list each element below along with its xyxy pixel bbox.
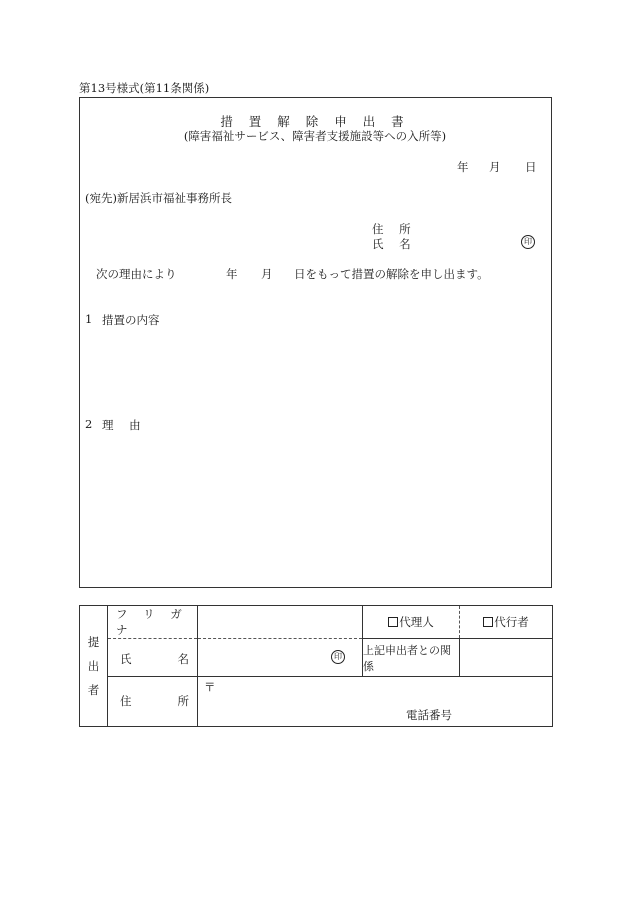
submitter-seal-icon: 印 (331, 650, 345, 664)
form-number: 第13号様式(第11条関係) (79, 81, 210, 95)
section-1-number: 1 (85, 312, 93, 326)
address-field[interactable] (198, 677, 553, 727)
name-label-a: 氏 (120, 652, 132, 666)
side-label-char-3: 者 (87, 683, 100, 697)
reason-month-label: 月 (261, 267, 273, 281)
section-1-label: 措置の内容 (102, 313, 160, 327)
agent-label: 代行者 (494, 615, 529, 629)
form-subtitle: (障害福祉サービス、障害者支援施設等への入所等) (183, 129, 447, 143)
section-2-label: 理 由 (102, 418, 147, 432)
reason-year-label: 年 (226, 267, 238, 281)
side-label-char-1: 提 (87, 635, 100, 649)
seal-icon: 印 (521, 235, 535, 249)
application-box (79, 97, 552, 588)
proxy-option[interactable] (363, 606, 460, 639)
applicant-name-label: 氏 名 (372, 237, 417, 251)
agent-option[interactable] (460, 606, 553, 639)
submitter-side-label (80, 606, 108, 727)
side-label-char-2: 出 (87, 659, 100, 673)
furigana-field[interactable] (198, 606, 363, 639)
relation-field[interactable] (460, 639, 553, 677)
date-month-label: 月 (489, 160, 501, 174)
name-label-cell (108, 639, 198, 677)
applicant-address-label: 住 所 (372, 222, 417, 236)
address-label-a: 住 (120, 694, 132, 708)
proxy-label: 代理人 (399, 615, 434, 629)
submitter-table (79, 605, 553, 727)
proxy-checkbox-icon[interactable] (388, 617, 398, 627)
form-title: 措 置 解 除 申 出 書 (220, 114, 410, 129)
address-label-b: 所 (177, 694, 189, 708)
date-day-label: 日 (525, 160, 537, 174)
address-label-cell (108, 677, 198, 727)
date-year-label: 年 (457, 160, 469, 174)
furigana-label: フ リ ガ ナ (108, 606, 198, 639)
section-2-number: 2 (85, 417, 93, 431)
addressee: (宛先)新居浜市福祉事務所長 (85, 191, 232, 205)
reason-prefix: 次の理由により (96, 267, 177, 281)
name-field[interactable] (198, 639, 363, 677)
phone-label: 電話番号 (406, 708, 452, 722)
relation-label: 上記申出者との関係 (363, 639, 460, 677)
reason-suffix: 日をもって措置の解除を申し出ます。 (294, 267, 489, 281)
name-label-b: 名 (177, 652, 189, 666)
agent-checkbox-icon[interactable] (483, 617, 493, 627)
postal-mark: 〒 (204, 680, 216, 694)
